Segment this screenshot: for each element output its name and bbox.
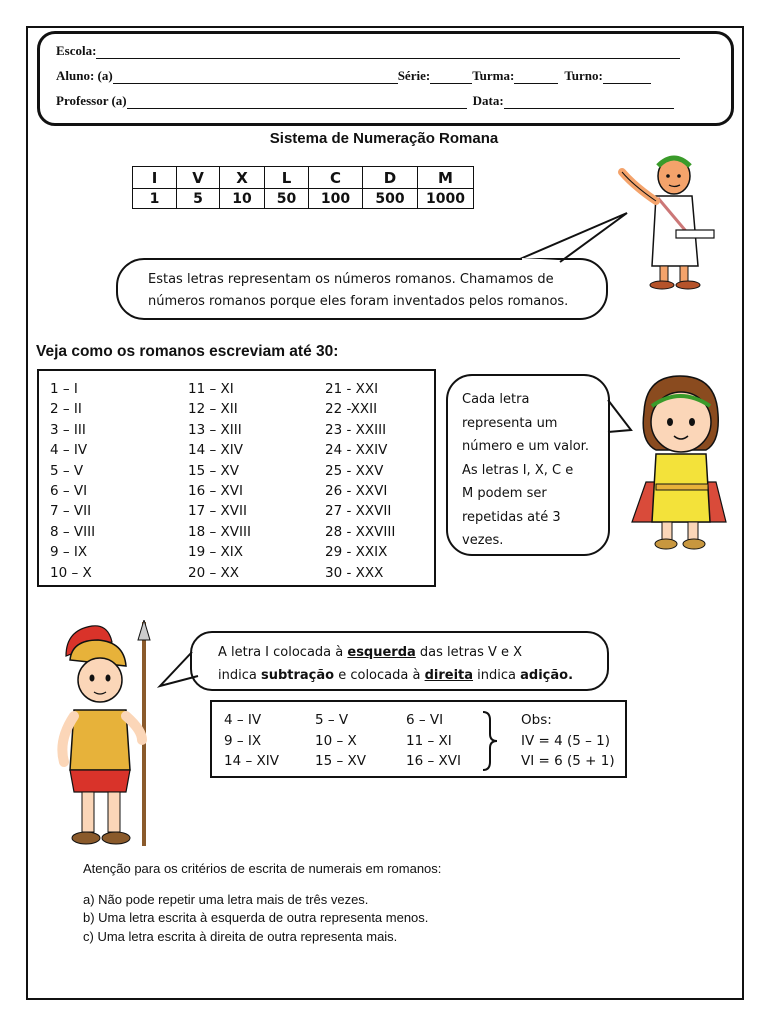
rule-keyword-addition: adição [520, 668, 569, 683]
shift-label: Turno: [564, 68, 603, 83]
criteria-item: a) Não pode repetir uma letra mais de três vezes. [83, 891, 369, 907]
bubble-line: As letras I, X, C e [462, 462, 574, 478]
numeral-item: 9 – IX [50, 544, 88, 561]
numeral-item: 3 – III [50, 421, 86, 438]
examples-column-3 [406, 710, 461, 772]
numerals-1-to-30-box [37, 369, 436, 587]
repetition-rule-bubble [446, 374, 610, 556]
subtraction-addition-bubble [190, 631, 609, 691]
examples-column-2 [315, 710, 366, 772]
numeral-item: 26 - XXVI [325, 483, 388, 500]
value-cell: 10 [220, 189, 265, 209]
criteria-item: c) Uma letra escrita à direita de outra representa mais. [83, 928, 398, 944]
class-label: Turma: [472, 68, 515, 83]
example-item: 6 – VI [406, 712, 444, 728]
numeral-item: 6 – VI [50, 483, 88, 500]
criteria-item: b) Uma letra escrita à esquerda de outra representa menos. [83, 910, 429, 925]
criteria-lead: Atenção para os critérios de escrita de numerais em romanos: [83, 861, 442, 876]
rule-keyword-right: direita [424, 668, 474, 683]
letter-cell: V [177, 167, 220, 189]
numeral-item: 22 -XXII [325, 401, 378, 418]
example-item: 9 – IX [224, 732, 262, 749]
numeral-item: 16 – XVI [188, 483, 243, 500]
example-item: 14 – XIV [224, 753, 279, 769]
example-item: 15 – XV [315, 753, 366, 769]
bubble-line: número e um valor. [462, 439, 589, 454]
numeral-item: 4 – IV [50, 442, 88, 459]
teacher-label: Professor (a) [56, 93, 127, 108]
value-cell: 50 [265, 189, 309, 209]
numeral-item: 8 – VIII [50, 523, 96, 540]
numeral-item: 18 – XVIII [188, 523, 251, 540]
numerals-column-3 [325, 379, 395, 583]
roman-man-icon [614, 146, 724, 292]
letter-cell: L [265, 167, 309, 189]
examples-box [210, 700, 627, 778]
observation-column [521, 710, 615, 772]
rule-text: e colocada à [334, 668, 425, 683]
letter-cell: I [133, 167, 177, 189]
letter-cell: X [220, 167, 265, 189]
obs-item: VI = 6 (5 + 1) [521, 753, 615, 769]
numeral-item: 15 – XV [188, 462, 239, 479]
obs-item: IV = 4 (5 – 1) [521, 732, 611, 749]
value-cell: 1000 [418, 189, 474, 209]
numeral-item: 24 - XXIV [325, 442, 388, 459]
rule-line-1 [218, 641, 607, 664]
numeral-item: 25 - XXV [325, 462, 384, 479]
bubble-line: Estas letras representam os números romanos. Chamamos de [148, 272, 554, 287]
examples-column-1 [224, 710, 279, 772]
numeral-item: 12 – XII [188, 401, 238, 418]
numeral-item: 28 - XXVIII [325, 523, 396, 540]
numeral-item: 2 – II [50, 401, 82, 418]
bubble-line: números romanos porque eles foram inventados pelos romanos. [148, 294, 569, 309]
roman-soldier-icon [52, 620, 164, 856]
rule-text: . [568, 668, 574, 683]
bubble-line: M podem ser [462, 486, 547, 501]
example-item: 10 – X [315, 732, 357, 749]
rule-text: indica [218, 668, 261, 683]
numerals-column-1 [50, 379, 95, 583]
bubble-line: repetidas até 3 [462, 509, 561, 525]
numeral-item: 20 – XX [188, 564, 240, 581]
bubble-line: representa um [462, 415, 558, 431]
numeral-item: 30 - XXX [325, 564, 384, 581]
bubble-line: vezes. [462, 533, 504, 548]
brace-icon [480, 710, 500, 772]
numeral-item: 1 – I [50, 381, 78, 397]
rule-text: A letra I colocada à [218, 645, 348, 660]
rule-keyword-left: esquerda [347, 645, 416, 660]
student-label: Aluno: (a) [56, 68, 113, 83]
example-item: 11 – XI [406, 732, 452, 749]
rule-text: das letras V e X [415, 645, 523, 660]
writing-criteria [83, 860, 441, 946]
bubble-line: Cada letra [462, 392, 530, 407]
numerals-column-2 [188, 379, 251, 583]
numeral-item: 11 – XI [188, 381, 234, 397]
example-item: 4 – IV [224, 712, 262, 728]
rule-line-2 [218, 664, 607, 687]
obs-label: Obs: [521, 712, 552, 728]
example-item: 16 – XVI [406, 753, 461, 769]
grade-label: Série: [397, 68, 431, 83]
page-title: Sistema de Numeração Romana [269, 130, 499, 147]
value-cell: 500 [363, 189, 418, 209]
numeral-item: 17 – XVII [188, 503, 247, 520]
date-label: Data: [472, 93, 504, 108]
numeral-item: 27 - XXVII [325, 503, 392, 520]
value-cell: 1 [133, 189, 177, 209]
numeral-item: 21 - XXI [325, 381, 379, 397]
letter-cell: C [309, 167, 363, 189]
numeral-item: 10 – X [50, 564, 92, 581]
numeral-item: 13 – XIII [188, 421, 242, 438]
letter-cell: D [363, 167, 418, 189]
value-cell: 5 [177, 189, 220, 209]
value-cell: 100 [309, 189, 363, 209]
criteria-list [83, 891, 441, 947]
letter-cell: M [418, 167, 474, 189]
roman-child-icon [626, 372, 734, 554]
numeral-item: 7 – VII [50, 503, 92, 520]
school-label: Escola: [56, 43, 97, 58]
numeral-item: 29 - XXIX [325, 544, 388, 561]
rule-keyword-subtraction: subtração [260, 668, 335, 683]
numeral-item: 19 – XIX [188, 544, 243, 561]
rule-text: indica [473, 668, 521, 683]
numeral-item: 23 - XXIII [325, 421, 387, 438]
example-item: 5 – V [315, 712, 349, 728]
numeral-item: 5 – V [50, 462, 84, 479]
section-subtitle: Veja como os romanos escreviam até 30: [36, 343, 339, 360]
numeral-item: 14 – XIV [188, 442, 243, 459]
